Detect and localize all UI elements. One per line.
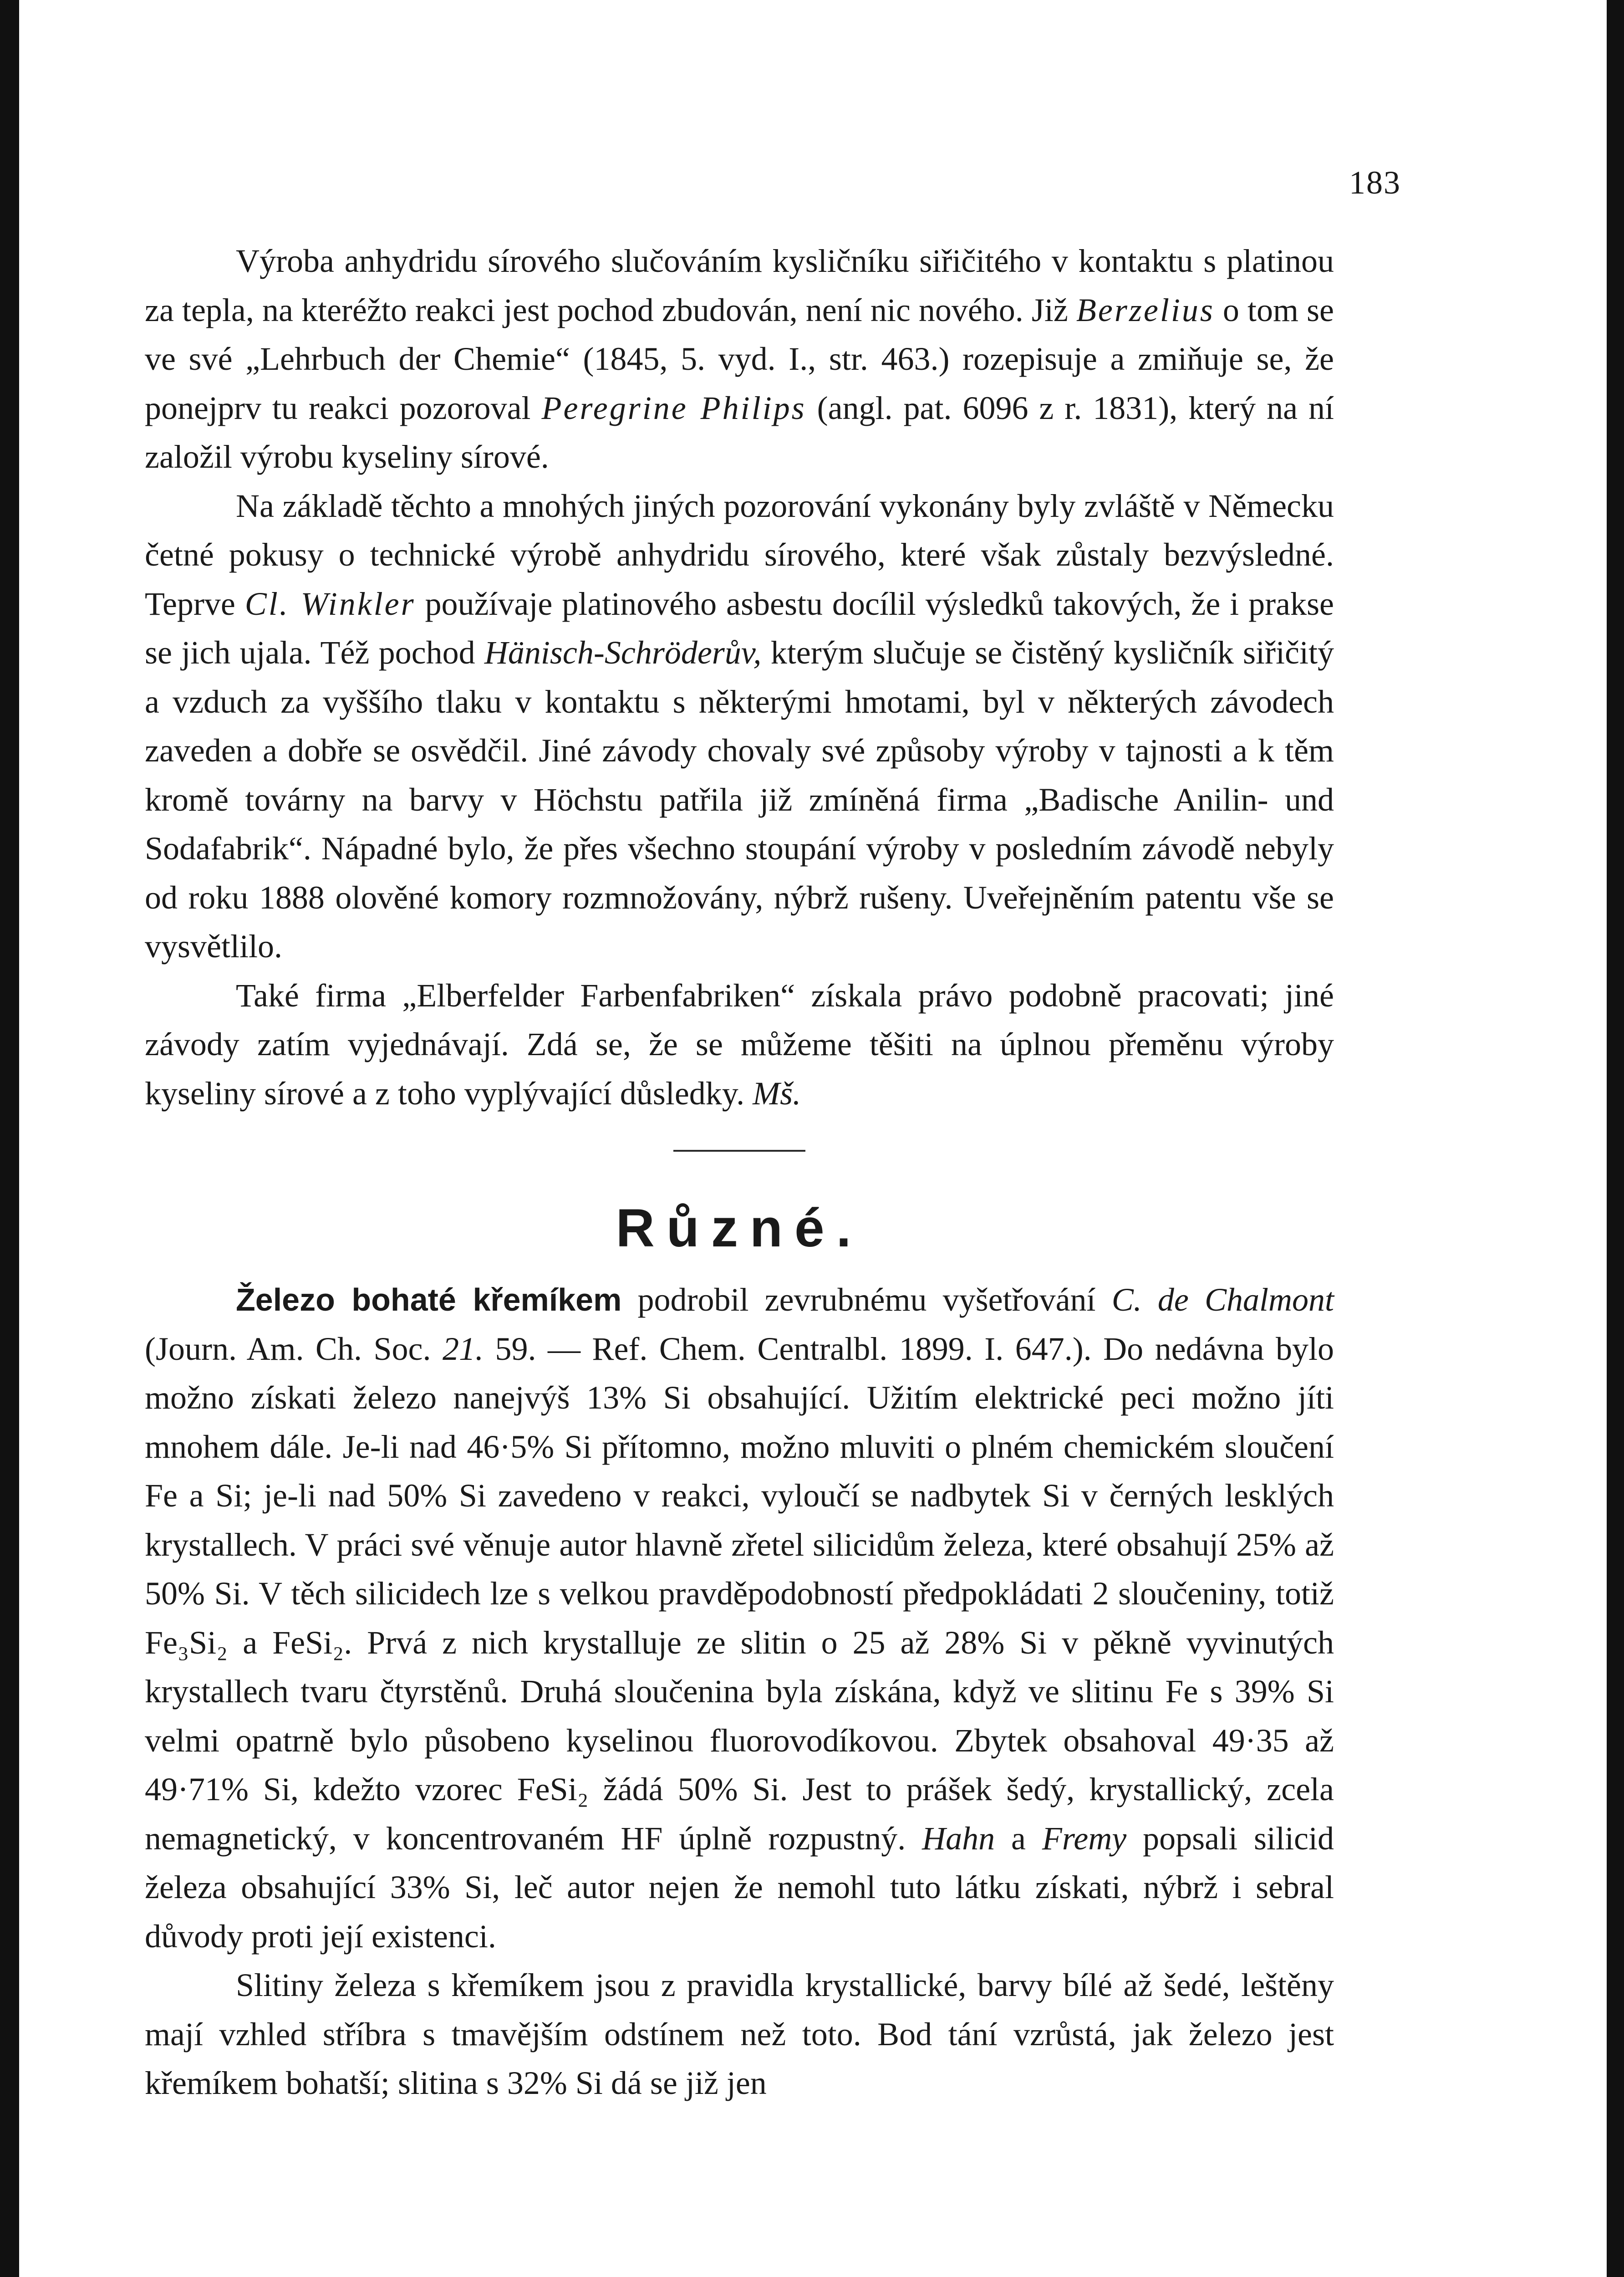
text-run: a	[995, 1820, 1042, 1857]
author-name: Peregrine Philips	[541, 389, 806, 426]
paragraph-elberfelder	[145, 971, 1334, 1118]
author-name: Berzelius	[1076, 291, 1215, 328]
text-run: kterým slučuje se čistěný kysličník siřičitý a vzduch za vyššího tlaku v kontaktu s některými hmotami, byl v některých závodech zaveden a dobře se osvědčil. Jiné závody chovaly své způsoby výroby v tajnosti a k těm kromě továrny na barvy v Höchstu patřila již zmíněná firma „Badische Anilin- und Sodafabrik“. Nápadné bylo, že přes všechno stoupání výroby v posledním závodě nebyly od roku 1888 olověné komory rozmnožovány, nýbrž rušeny. Uveřejněním patentu vše se vysvětlilo.	[145, 634, 1334, 965]
author-name: C. de Chalmont	[1111, 1281, 1334, 1318]
paragraph-alloy-properties	[145, 1961, 1334, 2108]
text-run: (Journ. Am. Ch. Soc.	[145, 1330, 443, 1367]
paragraph-sulfuric-anhydride	[145, 237, 1334, 482]
section-divider	[673, 1150, 805, 1152]
paragraph-silicon-iron	[145, 1276, 1334, 1961]
author-name: Hänisch-Schröderův,	[484, 634, 762, 671]
text-run: popsali silicid železa obsahující 33% Si, leč autor nejen že nemohl tuto látku získati, nýbrž i sebral důvody proti její existenci.	[145, 1820, 1334, 1955]
text-run: podrobil zevrubnému vyšetřování	[621, 1281, 1112, 1318]
scan-border-left	[0, 0, 19, 2277]
text-run: používaje platinového asbestu docílil výsledků takových, že i prakse se jich ujala. Též pochod	[145, 585, 1334, 671]
signature: Mš.	[753, 1075, 801, 1112]
author-name: Hahn	[922, 1820, 995, 1857]
paragraph-technical-production	[145, 482, 1334, 971]
lead-title: Železo bohaté křemíkem	[236, 1282, 622, 1317]
author-name: Fremy	[1042, 1820, 1127, 1857]
text-run: Slitiny železa s křemíkem jsou z pravidla krystallické, barvy bílé až šedé, leštěny mají vzhled stříbra s tmavějším odstínem než toto. Bod tání vzrůstá, jak železo jest křemíkem bohatší; slitina s 32% Si dá se již jen	[145, 1967, 1334, 2101]
page-body	[145, 237, 1334, 2108]
author-name: Cl. Winkler	[244, 585, 416, 622]
text-run: o tom se ve své „Lehrbuch der Chemie“ (1845, 5. vyd. I., str. 463.) rozepisuje a zmiňuje se, že ponejprv tu reakci pozoroval	[145, 291, 1334, 426]
volume-number: 21.	[442, 1330, 484, 1367]
text-run: Výroba anhydridu sírového slučováním kysličníku siřičitého v kontaktu s platinou za tepla, na kteréžto reakci jest pochod zbudován, není nic nového. Již	[145, 243, 1334, 328]
text-run: Na základě těchto a mnohých jiných pozorování vykonány byly zvláště v Německu četné pokusy o technické výrobě anhydridu sírového, které však zůstaly bezvýsledné. Teprve	[145, 487, 1334, 622]
text-run: (angl. pat. 6096 z r. 1831), který na ní založil výrobu kyseliny sírové.	[145, 389, 1334, 475]
scan-border-right	[1607, 0, 1624, 2277]
page-number: 183	[1349, 164, 1401, 201]
section-heading: Různé.	[616, 1198, 863, 1258]
text-run: 59. — Ref. Chem. Centralbl. 1899. I. 647.). Do nedávna bylo možno získati železo nanejvýš 13% Si obsahující. Užitím elektrické peci možno jíti mnohem dále. Je-li nad 46·5% Si přítomno, možno mluviti o plném chemickém sloučení Fe a Si; je-li nad 50% Si zavedeno v reakci, vyloučí se nadbytek Si v černých lesklých krystallech. V práci své věnuje autor hlavně zřetel silicidům železa, které obsahují 25% až 50% Si. V těch silicidech lze s velkou pravděpodobností předpokládati 2 sloučeniny, totiž Fe₃Si₂ a FeSi₂. Prvá z nich krystalluje ze slitin o 25 až 28% Si v pěkně vyvinutých krystallech tvaru čtyrstěnů. Druhá sloučenina byla získána, když ve slitinu Fe s 39% Si velmi opatrně bylo působeno kyselinou fluorovodíkovou. Zbytek obsahoval 49·35 až 49·71% Si, kdežto vzorec FeSi₂ žádá 50% Si. Jest to prášek šedý, krystallický, zcela nemagnetický, v koncentrovaném HF úplně rozpustný.	[145, 1330, 1334, 1857]
text-run: Také firma „Elberfelder Farbenfabriken“ získala právo podobně pracovati; jiné závody zatím vyjednávají. Zdá se, že se můžeme těšiti na úplnou přeměnu výroby kyseliny sírové a z toho vyplývající důsledky.	[145, 977, 1334, 1112]
